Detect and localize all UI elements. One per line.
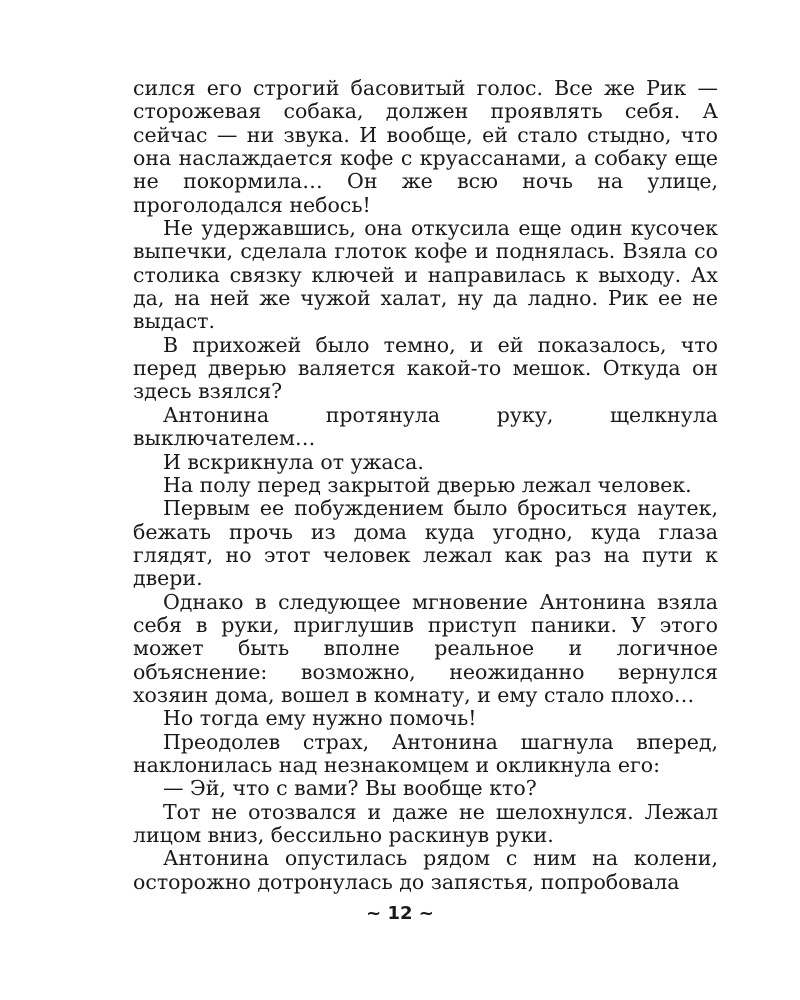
paragraph: На полу перед закрытой дверью лежал человек.: [163, 472, 692, 497]
paragraph: Но тогда ему нужно помочь!: [163, 706, 477, 731]
page-number: ~ 12 ~: [366, 903, 434, 924]
paragraph: И вскрикнула от ужаса.: [163, 449, 424, 474]
paragraph: Однако в следующее мгновение Антонина взяла себя в руки, приглушив приступ паники. У этого может быть вполне реальное и логичное объяснение: возможно, неожиданно вернулся хозяин дома, вошел в комнату, и ему стало плохо…: [133, 589, 718, 707]
paragraph: Антонина протянула руку, щелкнула выключателем…: [133, 402, 718, 451]
paragraph: Преодолев страх, Антонина шагнула вперед, наклонилась над незнакомцем и окликнула его:: [133, 729, 718, 777]
paragraph: сился его строгий басовитый голос. Все же Рик — сторожевая собака, должен проявлять себя. А сейчас — ни звука. И вообще, ей стало стыдно, что она наслаждается кофе с круассанами, а собаку еще не покормила… Он же всю ночь на улице, проголодался небось!: [133, 76, 718, 217]
paragraph: Тот не отозвался и даже не шелохнулся. Лежал лицом вниз, бессильно раскинув руки.: [133, 799, 718, 847]
paragraph: Не удержавшись, она откусила еще один кусочек выпечки, сделала глоток кофе и поднялась. Взяла со столика связку ключей и направилась к выходу. Ах да, на ней же чужой халат, ну да ладно. Рик ее не выдаст.: [133, 216, 718, 334]
dialogue-line: — Эй, что с вами? Вы вообще кто?: [163, 776, 537, 801]
paragraph: Первым ее побуждением было броситься наутек, бежать прочь из дома куда угодно, куда глаза глядят, но этот человек лежал как раз на пути к двери.: [133, 496, 718, 591]
body-text: [133, 77, 718, 894]
paragraph: В прихожей было темно, и ей показалось, что перед дверью валяется какой-то мешок. Откуда он здесь взялся?: [133, 332, 718, 404]
paragraph: Антонина опустилась рядом с ним на колени, осторожно дотронулась до запястья, попробовала: [133, 846, 718, 894]
